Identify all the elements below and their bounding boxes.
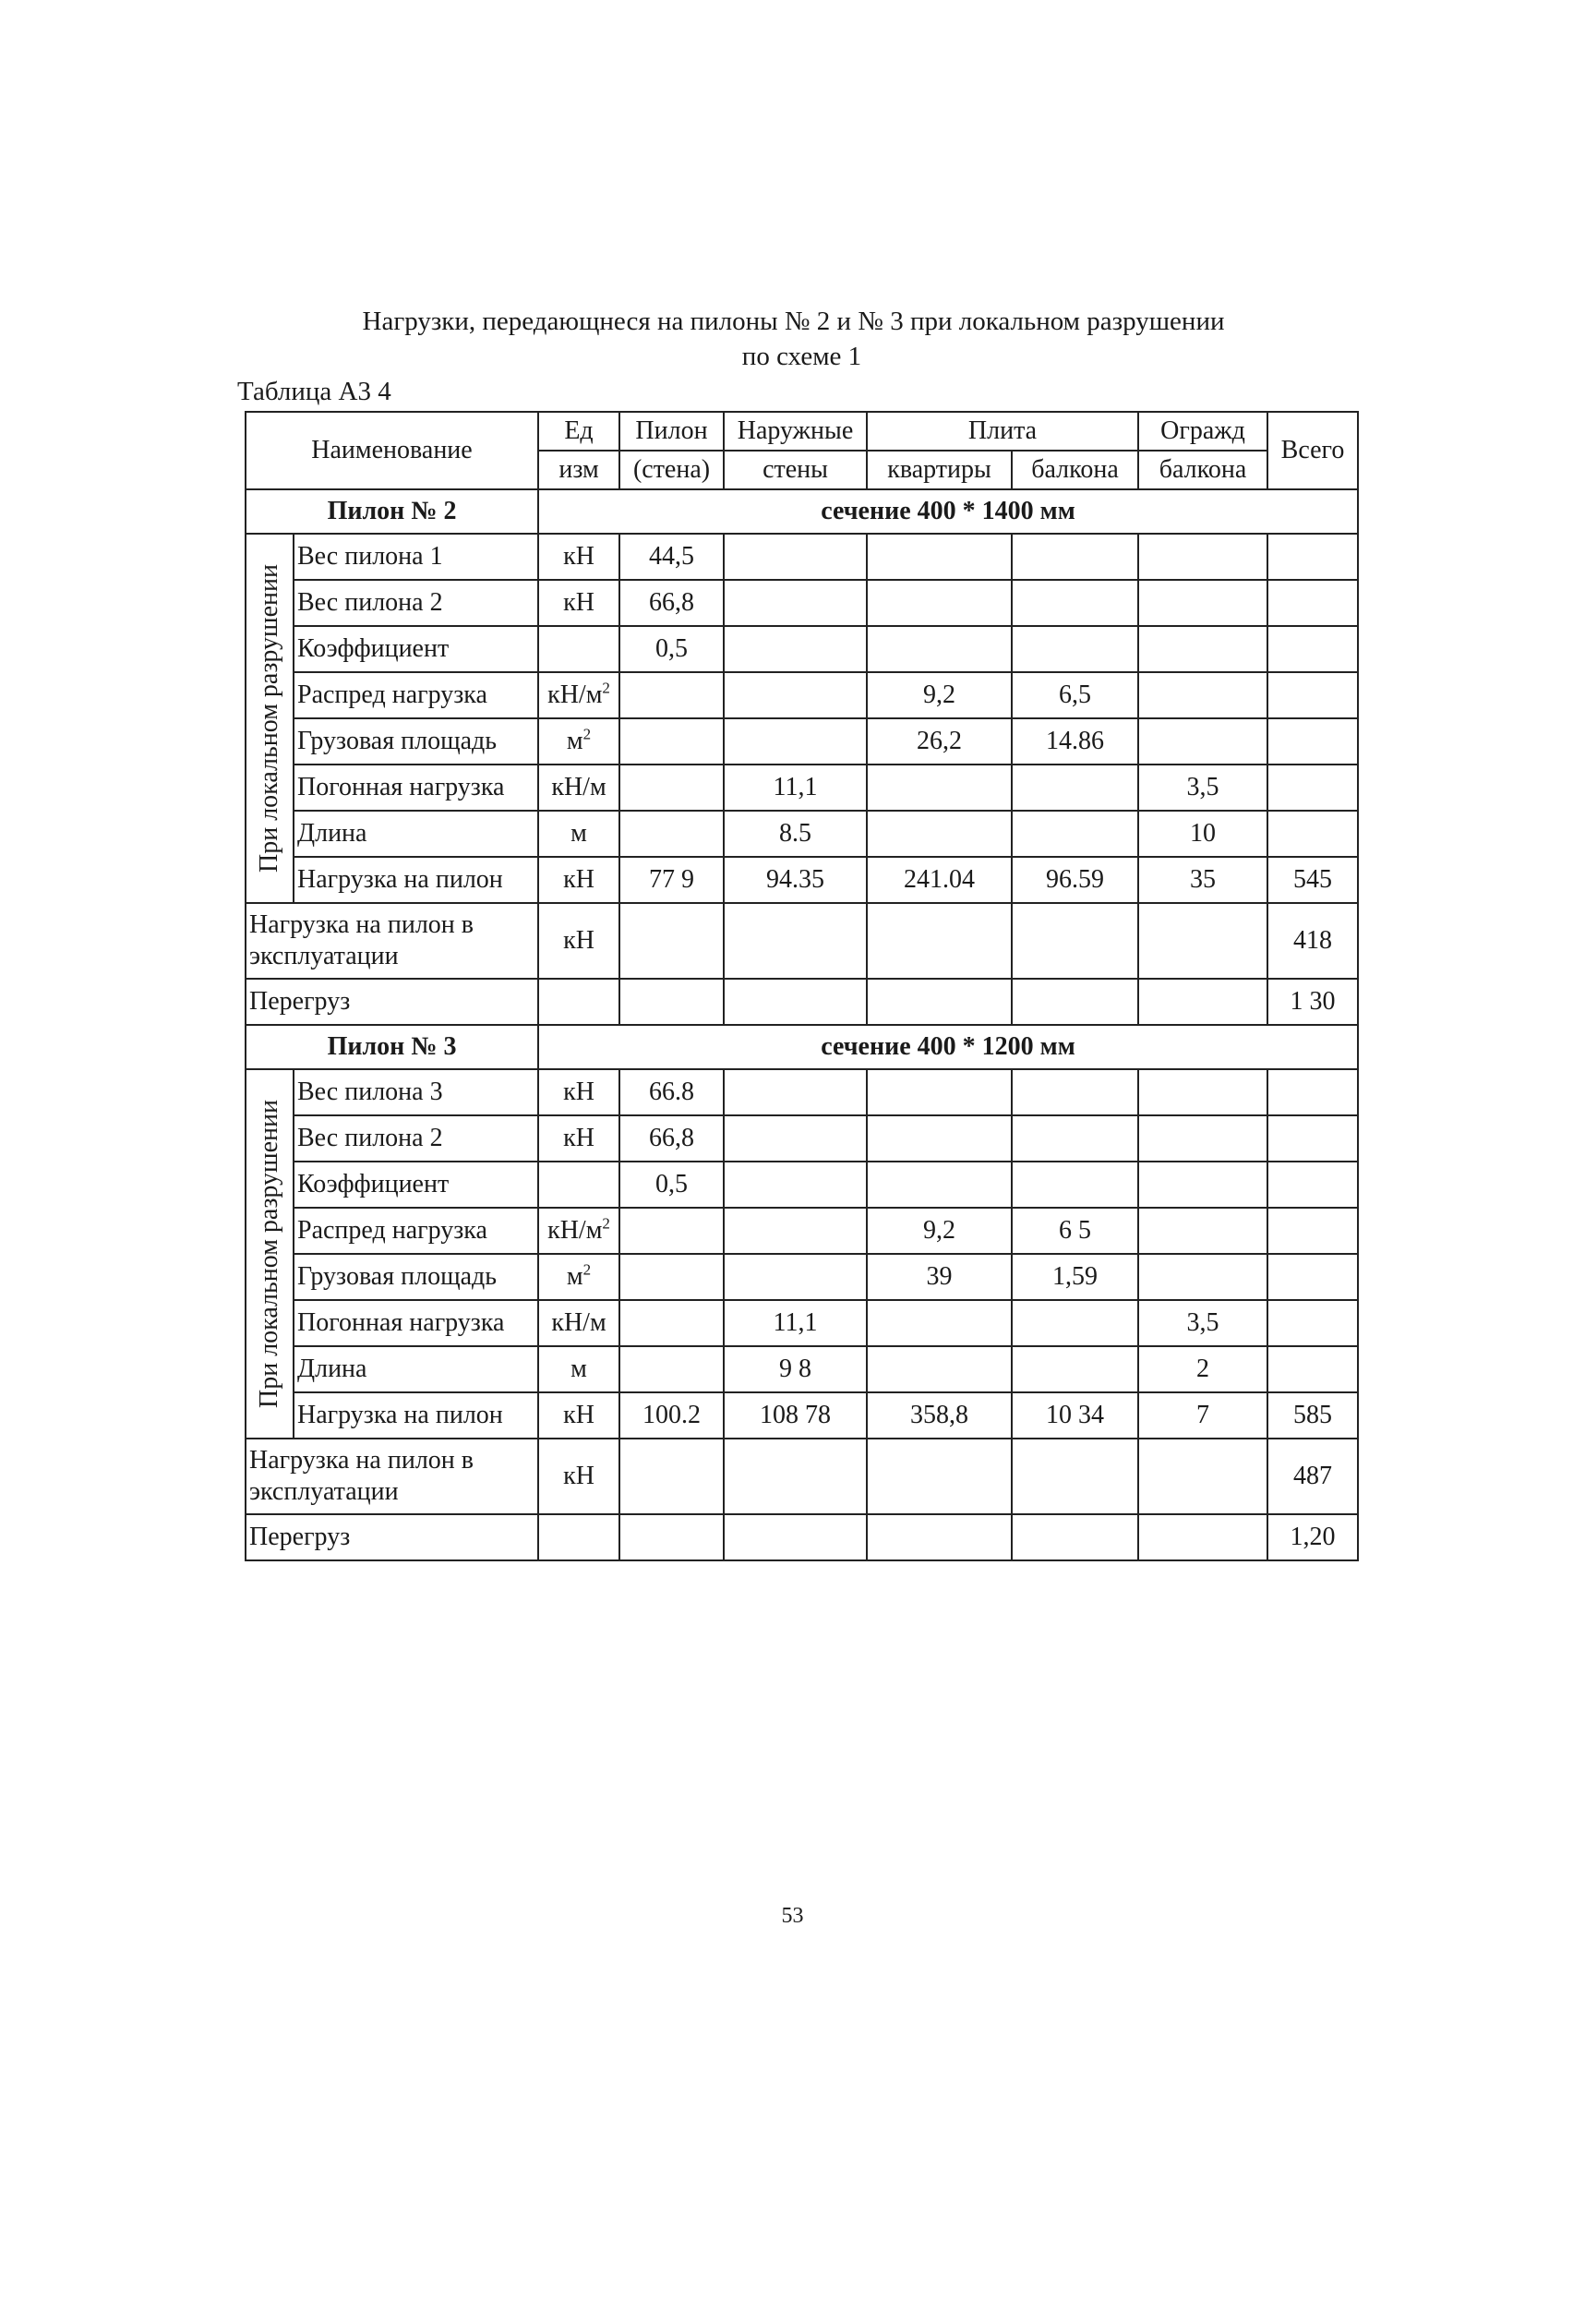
unit-cell: [538, 626, 619, 672]
unit-text: кН: [563, 865, 594, 894]
overload-row: [246, 979, 1358, 1025]
fence-value: 3,5: [1138, 765, 1267, 811]
pylon-value: 66,8: [619, 1115, 724, 1162]
fence-value: 35: [1138, 857, 1267, 903]
balcony-value: [1012, 1115, 1138, 1162]
pylon-value: [619, 1254, 724, 1300]
section-header-row: [246, 489, 1358, 534]
balcony-value: 10 34: [1012, 1392, 1138, 1439]
table-row: [246, 1300, 1358, 1346]
exploitation-label-line-1: Нагрузка на пилон в: [249, 1446, 474, 1475]
total-value: [1267, 718, 1358, 765]
overload-label: Перегруз: [246, 1514, 538, 1560]
empty-cell: [867, 903, 1012, 979]
empty-cell: [538, 1514, 619, 1560]
apartments-value: 241.04: [867, 857, 1012, 903]
unit-cell: [538, 718, 619, 765]
pylon-value: [619, 718, 724, 765]
apartments-value: 358,8: [867, 1392, 1012, 1439]
apartments-value: [867, 1069, 1012, 1115]
pylon-value: 0,5: [619, 626, 724, 672]
apartments-value: 26,2: [867, 718, 1012, 765]
unit-text: кН: [563, 1124, 594, 1152]
exploitation-label: [246, 1439, 538, 1514]
unit-superscript: 2: [602, 679, 610, 697]
unit-text: кН: [563, 542, 594, 571]
fence-value: [1138, 1162, 1267, 1208]
empty-cell: [724, 979, 867, 1025]
total-value: 418: [1267, 903, 1358, 979]
unit-text: м: [566, 727, 583, 755]
exploitation-row: [246, 903, 1358, 979]
pylon-value: [619, 1346, 724, 1392]
exploitation-label-line-1: Нагрузка на пилон в: [249, 910, 474, 939]
empty-cell: [867, 1514, 1012, 1560]
apartments-value: [867, 534, 1012, 580]
apartments-value: [867, 1115, 1012, 1162]
balcony-value: 96.59: [1012, 857, 1138, 903]
table-row: [246, 1162, 1358, 1208]
pylon-value: [619, 811, 724, 857]
page-number: 53: [781, 1904, 804, 1928]
row-name: Грузовая площадь: [294, 1254, 538, 1300]
unit-text: кН/м: [551, 1308, 606, 1337]
empty-cell: [1138, 1439, 1267, 1514]
total-value: [1267, 1115, 1358, 1162]
empty-cell: [1138, 1514, 1267, 1560]
empty-cell: [867, 1439, 1012, 1514]
balcony-value: [1012, 1300, 1138, 1346]
empty-cell: [1138, 979, 1267, 1025]
fence-value: 2: [1138, 1346, 1267, 1392]
outer-walls-value: [724, 1254, 867, 1300]
total-value: [1267, 1208, 1358, 1254]
fence-value: [1138, 626, 1267, 672]
header-apartments: квартиры: [867, 451, 1012, 489]
total-value: [1267, 626, 1358, 672]
balcony-value: [1012, 580, 1138, 626]
outer-walls-value: 11,1: [724, 765, 867, 811]
empty-cell: [1012, 1514, 1138, 1560]
apartments-value: 9,2: [867, 1208, 1012, 1254]
fence-value: [1138, 1254, 1267, 1300]
table-row: [246, 672, 1358, 718]
unit-cell: [538, 857, 619, 903]
pylon-value: 66.8: [619, 1069, 724, 1115]
apartments-value: [867, 1346, 1012, 1392]
exploitation-row: [246, 1439, 1358, 1514]
total-value: [1267, 580, 1358, 626]
fence-value: [1138, 1069, 1267, 1115]
unit-superscript: 2: [582, 725, 592, 743]
unit-superscript: 2: [582, 1260, 592, 1279]
rotated-group-label: [246, 534, 294, 903]
empty-cell: [1138, 903, 1267, 979]
row-name: Нагрузка на пилон: [294, 857, 538, 903]
row-name: Распред нагрузка: [294, 1208, 538, 1254]
header-balcony: балкона: [1012, 451, 1138, 489]
fence-value: [1138, 534, 1267, 580]
unit-cell: [538, 1208, 619, 1254]
pylon-value: 66,8: [619, 580, 724, 626]
unit-cell: [538, 672, 619, 718]
outer-walls-value: 9 8: [724, 1346, 867, 1392]
header-row-1: [246, 412, 1358, 451]
unit-cell: [538, 1300, 619, 1346]
balcony-value: [1012, 811, 1138, 857]
header-outer-line-1: Наружные: [724, 412, 867, 451]
unit-superscript: 2: [602, 1214, 610, 1233]
empty-cell: [619, 979, 724, 1025]
table-row: [246, 765, 1358, 811]
unit-cell: [538, 580, 619, 626]
section-header-row: [246, 1025, 1358, 1069]
outer-walls-value: 108 78: [724, 1392, 867, 1439]
apartments-value: [867, 765, 1012, 811]
outer-walls-value: [724, 626, 867, 672]
balcony-value: [1012, 1069, 1138, 1115]
unit-cell: [538, 811, 619, 857]
fence-value: 3,5: [1138, 1300, 1267, 1346]
total-value: [1267, 811, 1358, 857]
fence-value: 10: [1138, 811, 1267, 857]
balcony-value: [1012, 1346, 1138, 1392]
fence-value: [1138, 1208, 1267, 1254]
unit-cell: [538, 534, 619, 580]
exploitation-label-line-2: эксплуатации: [249, 1477, 399, 1506]
unit-text: кН/м: [547, 1216, 603, 1245]
group-label-text: При локальном разрушении: [255, 1099, 283, 1409]
table-row: [246, 857, 1358, 903]
total-value: 1 30: [1267, 979, 1358, 1025]
group-label-text: При локальном разрушении: [255, 563, 283, 873]
row-name: Распред нагрузка: [294, 672, 538, 718]
pylon-value: [619, 1208, 724, 1254]
unit-text: кН/м: [547, 680, 603, 709]
row-name: Вес пилона 1: [294, 534, 538, 580]
row-name: Вес пилона 2: [294, 1115, 538, 1162]
header-pylon-line-1: Пилон: [619, 412, 724, 451]
apartments-value: 39: [867, 1254, 1012, 1300]
header-unit-line-1: Ед: [538, 412, 619, 451]
unit-text: кН: [563, 588, 594, 617]
table-row: [246, 534, 1358, 580]
outer-walls-value: [724, 534, 867, 580]
outer-walls-value: [724, 672, 867, 718]
rotated-group-label: [246, 1069, 294, 1439]
pylon-value: [619, 672, 724, 718]
pylon-value: 100.2: [619, 1392, 724, 1439]
empty-cell: [1012, 903, 1138, 979]
unit-cell: [538, 765, 619, 811]
table-row: [246, 1346, 1358, 1392]
apartments-value: [867, 626, 1012, 672]
fence-value: [1138, 1115, 1267, 1162]
balcony-value: [1012, 626, 1138, 672]
row-name: Длина: [294, 811, 538, 857]
unit-cell: [538, 1346, 619, 1392]
table-row: [246, 1392, 1358, 1439]
fence-value: [1138, 672, 1267, 718]
pylon-value: 77 9: [619, 857, 724, 903]
outer-walls-value: [724, 1069, 867, 1115]
unit-text: м: [570, 1355, 587, 1383]
balcony-value: 6,5: [1012, 672, 1138, 718]
row-name: Нагрузка на пилон: [294, 1392, 538, 1439]
fence-value: 7: [1138, 1392, 1267, 1439]
balcony-value: 1,59: [1012, 1254, 1138, 1300]
header-name: Наименование: [246, 412, 538, 489]
section-title: Пилон № 3: [246, 1025, 538, 1069]
section-description: сечение 400 * 1400 мм: [538, 489, 1358, 534]
unit-cell: [538, 1115, 619, 1162]
header-fence-line-2: балкона: [1138, 451, 1267, 489]
outer-walls-value: [724, 1115, 867, 1162]
total-value: [1267, 534, 1358, 580]
outer-walls-value: 94.35: [724, 857, 867, 903]
pylon-value: [619, 1300, 724, 1346]
document-title-line-1: Нагрузки, передающнеся на пилоны № 2 и № 3 при локальном разрушении: [362, 307, 1225, 336]
empty-cell: [538, 979, 619, 1025]
overload-label: Перегруз: [246, 979, 538, 1025]
total-value: 487: [1267, 1439, 1358, 1514]
unit-text: м: [566, 1262, 583, 1291]
row-name: Вес пилона 2: [294, 580, 538, 626]
header-pylon-line-2: (стена): [619, 451, 724, 489]
apartments-value: [867, 811, 1012, 857]
balcony-value: [1012, 1162, 1138, 1208]
total-value: [1267, 672, 1358, 718]
total-value: [1267, 1346, 1358, 1392]
outer-walls-value: [724, 580, 867, 626]
balcony-value: 14.86: [1012, 718, 1138, 765]
row-name: Коэффициент: [294, 1162, 538, 1208]
unit-cell: [538, 1254, 619, 1300]
table-row: [246, 1069, 1358, 1115]
row-name: Вес пилона 3: [294, 1069, 538, 1115]
apartments-value: [867, 1162, 1012, 1208]
unit-cell: [538, 1069, 619, 1115]
header-unit-line-2: изм: [538, 451, 619, 489]
empty-cell: [619, 1439, 724, 1514]
total-value: [1267, 1300, 1358, 1346]
unit-cell: кН: [538, 1439, 619, 1514]
table-row: [246, 626, 1358, 672]
empty-cell: [724, 1439, 867, 1514]
pylon-value: 44,5: [619, 534, 724, 580]
empty-cell: [1012, 1439, 1138, 1514]
row-name: Погонная нагрузка: [294, 1300, 538, 1346]
outer-walls-value: 11,1: [724, 1300, 867, 1346]
empty-cell: [724, 1514, 867, 1560]
total-value: 545: [1267, 857, 1358, 903]
table-row: [246, 718, 1358, 765]
balcony-value: 6 5: [1012, 1208, 1138, 1254]
apartments-value: [867, 580, 1012, 626]
header-slab: Плита: [867, 412, 1138, 451]
header-total: Всего: [1267, 412, 1358, 489]
unit-text: кН/м: [551, 773, 606, 801]
table-caption: Таблица А3 4: [237, 377, 391, 406]
apartments-value: 9,2: [867, 672, 1012, 718]
unit-cell: кН: [538, 903, 619, 979]
empty-cell: [724, 903, 867, 979]
outer-walls-value: [724, 1162, 867, 1208]
table-row: [246, 580, 1358, 626]
pylon-value: 0,5: [619, 1162, 724, 1208]
empty-cell: [1012, 979, 1138, 1025]
unit-text: м: [570, 819, 587, 848]
empty-cell: [619, 1514, 724, 1560]
exploitation-label-line-2: эксплуатации: [249, 942, 399, 970]
unit-text: кН: [563, 1401, 594, 1429]
balcony-value: [1012, 534, 1138, 580]
total-value: [1267, 1162, 1358, 1208]
row-name: Погонная нагрузка: [294, 765, 538, 811]
unit-text: кН: [563, 1078, 594, 1106]
header-outer-line-2: стены: [724, 451, 867, 489]
empty-cell: [619, 903, 724, 979]
header-fence-line-1: Огражд: [1138, 412, 1267, 451]
empty-cell: [867, 979, 1012, 1025]
total-value: [1267, 1069, 1358, 1115]
total-value: [1267, 1254, 1358, 1300]
row-name: Длина: [294, 1346, 538, 1392]
total-value: [1267, 765, 1358, 811]
apartments-value: [867, 1300, 1012, 1346]
loads-table: [245, 411, 1359, 1561]
unit-cell: [538, 1162, 619, 1208]
fence-value: [1138, 718, 1267, 765]
document-title-line-2: по схеме 1: [741, 342, 862, 371]
outer-walls-value: 8.5: [724, 811, 867, 857]
table-row: [246, 1254, 1358, 1300]
balcony-value: [1012, 765, 1138, 811]
exploitation-label: [246, 903, 538, 979]
table-row: [246, 1115, 1358, 1162]
unit-cell: [538, 1392, 619, 1439]
overload-row: [246, 1514, 1358, 1560]
total-value: 1,20: [1267, 1514, 1358, 1560]
section-title: Пилон № 2: [246, 489, 538, 534]
total-value: 585: [1267, 1392, 1358, 1439]
table-row: [246, 811, 1358, 857]
outer-walls-value: [724, 718, 867, 765]
table-row: [246, 1208, 1358, 1254]
pylon-value: [619, 765, 724, 811]
section-description: сечение 400 * 1200 мм: [538, 1025, 1358, 1069]
row-name: Грузовая площадь: [294, 718, 538, 765]
fence-value: [1138, 580, 1267, 626]
row-name: Коэффициент: [294, 626, 538, 672]
outer-walls-value: [724, 1208, 867, 1254]
